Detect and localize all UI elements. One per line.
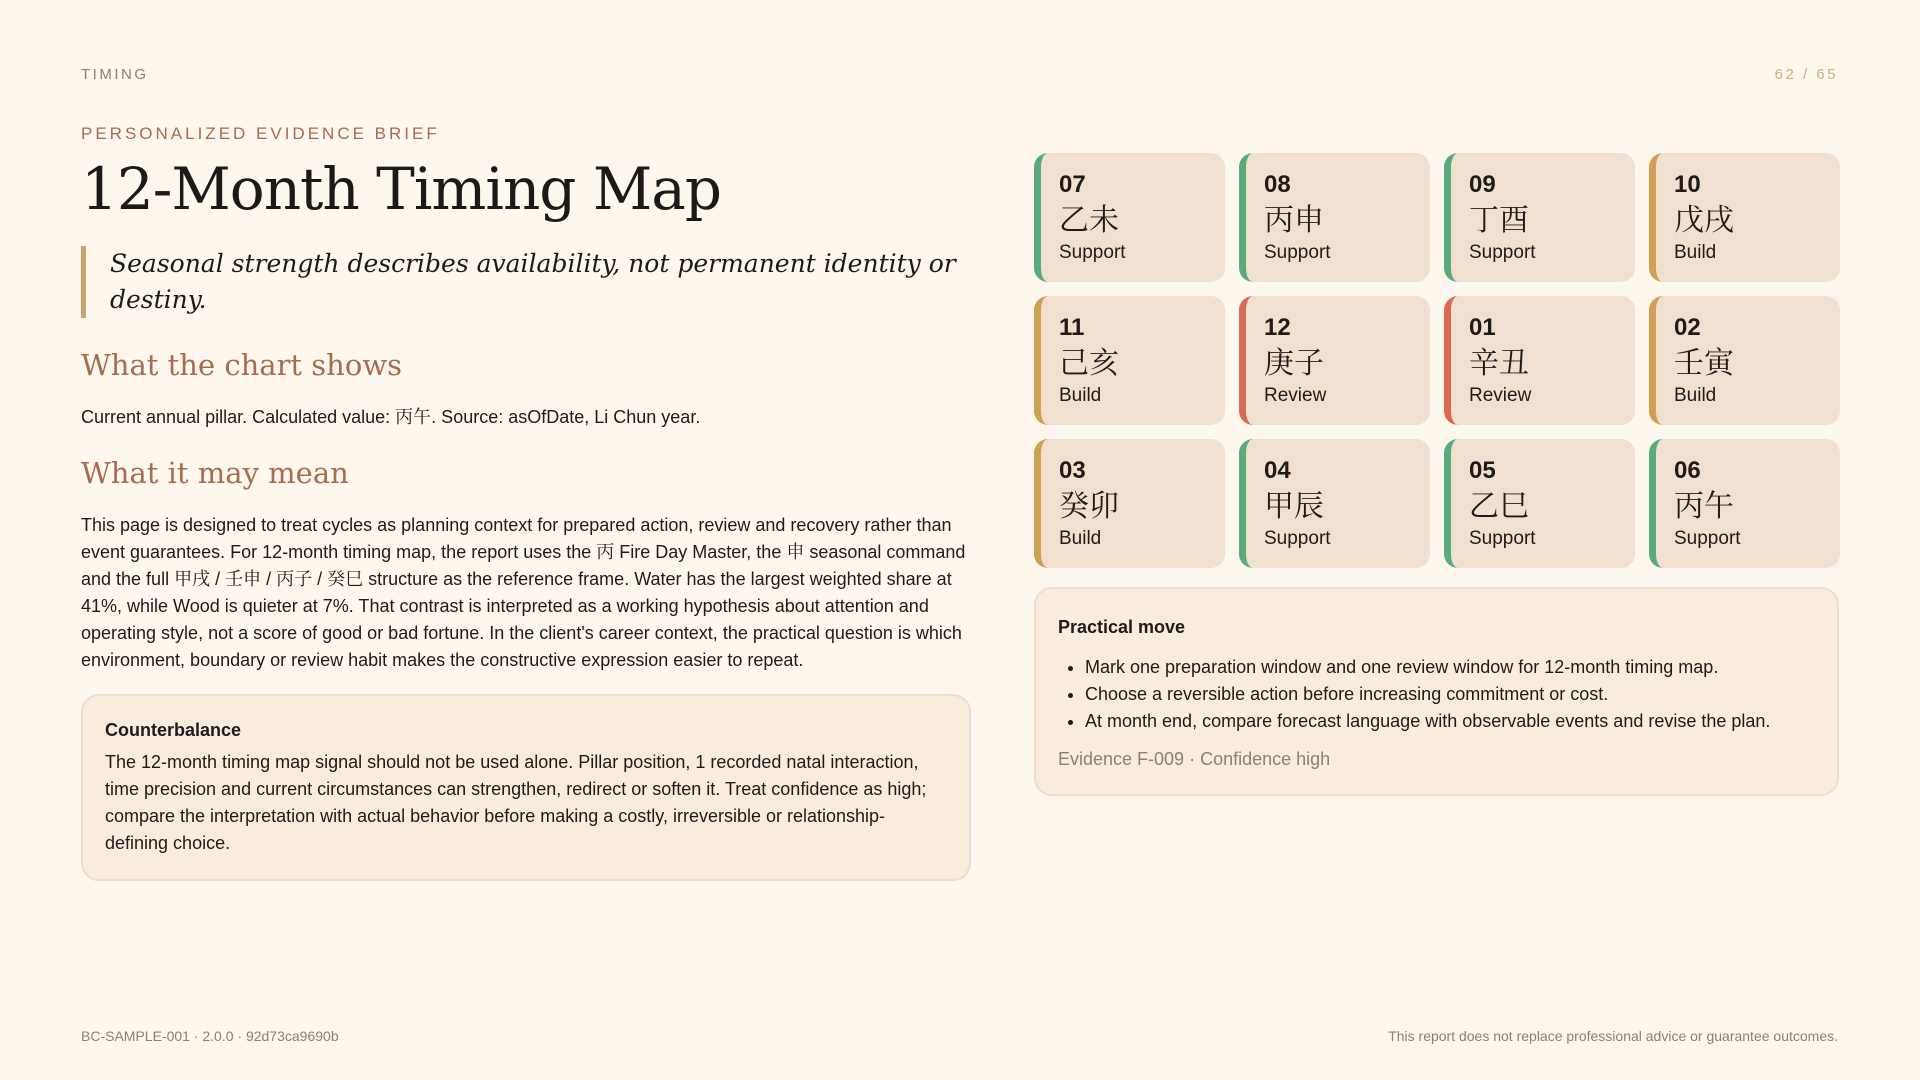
month-pillar: 甲辰 [1264, 490, 1324, 523]
month-status: Support [1469, 528, 1536, 549]
month-number: 02 [1674, 314, 1701, 341]
meaning-description: This page is designed to treat cycles as planning context for prepared action, review and recovery rather than event guarantees. For 12-month timing map, the report uses the 丙 Fire Day Master, the 申 seasonal command and the full 甲戌 / 壬申 / 丙子 / 癸巳 structure as the reference frame. Water has the largest weighted share at 41%, while Wood is quieter at 7%. That contrast is interpreted as a working hypothesis about attention and operating style, not a score of good or bad fortune. In the client's career context, the practical question is which environment, boundary or review habit makes the constructive expression easier to repeat. [81, 514, 966, 670]
month-pillar: 庚子 [1264, 347, 1324, 380]
brief-column [81, 124, 971, 881]
month-number: 05 [1469, 457, 1496, 484]
month-status: Support [1264, 528, 1331, 549]
month-pillar: 癸卯 [1059, 490, 1119, 523]
pull-quote: Seasonal strength describes availability, not permanent identity or destiny. [81, 246, 971, 318]
practical-move-card [1034, 587, 1839, 796]
month-pillar: 丙午 [1674, 490, 1734, 523]
month-tile[interactable] [1239, 296, 1430, 425]
eyebrow: PERSONALIZED EVIDENCE BRIEF [81, 124, 440, 143]
practical-list [1058, 654, 1813, 735]
month-number: 11 [1059, 314, 1085, 341]
counterbalance-text: The 12-month timing map signal should not be used alone. Pillar position, 1 recorded natal interaction, time precision and current circumstances can strengthen, redirect or soften it. Treat confidence as high; compare the interpretation with actual behavior before making a costly, irreversible or relationship-defining choice. [105, 751, 927, 853]
month-number: 10 [1674, 171, 1701, 198]
practical-item: • Mark one preparation window and one review window for 12-month timing map. [1085, 654, 1813, 681]
month-number: 01 [1469, 314, 1496, 341]
month-grid [1034, 153, 1840, 568]
month-status: Review [1264, 385, 1327, 406]
practical-item: • At month end, compare forecast language with observable events and revise the plan. [1085, 708, 1813, 735]
month-tile[interactable] [1034, 439, 1225, 568]
month-pillar: 壬寅 [1674, 347, 1734, 380]
chart-heading: What the chart shows [81, 347, 403, 382]
month-pillar: 丁酉 [1469, 204, 1529, 237]
month-pillar: 乙巳 [1469, 490, 1529, 523]
month-tile[interactable] [1649, 296, 1840, 425]
month-tile[interactable] [1034, 153, 1225, 282]
month-number: 04 [1264, 457, 1291, 484]
footer-id: BC-SAMPLE-001 · 2.0.0 · 92d73ca9690b [81, 1028, 339, 1044]
month-status: Build [1674, 385, 1717, 406]
month-tile[interactable] [1239, 439, 1430, 568]
month-pillar: 戊戌 [1674, 204, 1734, 237]
month-status: Review [1469, 385, 1532, 406]
month-status: Build [1059, 385, 1102, 406]
month-number: 03 [1059, 457, 1086, 484]
footer-disclaimer: This report does not replace professional advice or guarantee outcomes. [1388, 1028, 1838, 1044]
month-tile[interactable] [1444, 296, 1635, 425]
month-tile[interactable] [1444, 439, 1635, 568]
month-status: Support [1059, 242, 1126, 263]
meaning-heading: What it may mean [81, 455, 349, 490]
page-title: 12-Month Timing Map [81, 155, 721, 223]
month-pillar: 辛丑 [1469, 347, 1529, 380]
month-number: 07 [1059, 171, 1086, 198]
page-number: 62 / 65 [1774, 66, 1838, 83]
month-number: 08 [1264, 171, 1291, 198]
section-label: TIMING [81, 66, 149, 83]
month-status: Support [1469, 242, 1536, 263]
month-number: 12 [1264, 314, 1291, 341]
month-pillar: 己亥 [1059, 347, 1119, 380]
month-pillar: 丙申 [1264, 204, 1324, 237]
practical-title: Practical move [1058, 617, 1186, 637]
month-number: 09 [1469, 171, 1496, 198]
month-status: Support [1674, 528, 1741, 549]
month-pillar: 乙未 [1059, 204, 1119, 237]
month-status: Build [1059, 528, 1102, 549]
month-tile[interactable] [1444, 153, 1635, 282]
month-status: Support [1264, 242, 1331, 263]
practical-item: • Choose a reversible action before increasing commitment or cost. [1085, 681, 1813, 708]
month-tile[interactable] [1649, 153, 1840, 282]
month-number: 06 [1674, 457, 1701, 484]
month-tile[interactable] [1649, 439, 1840, 568]
month-status: Build [1674, 242, 1717, 263]
chart-description: Current annual pillar. Calculated value: 丙午. Source: asOfDate, Li Chun year. [81, 406, 701, 427]
counterbalance-card [81, 694, 971, 881]
month-tile[interactable] [1239, 153, 1430, 282]
evidence-note: Evidence F-009 · Confidence high [1058, 749, 1331, 769]
counterbalance-title: Counterbalance [105, 719, 242, 740]
month-tile[interactable] [1034, 296, 1225, 425]
